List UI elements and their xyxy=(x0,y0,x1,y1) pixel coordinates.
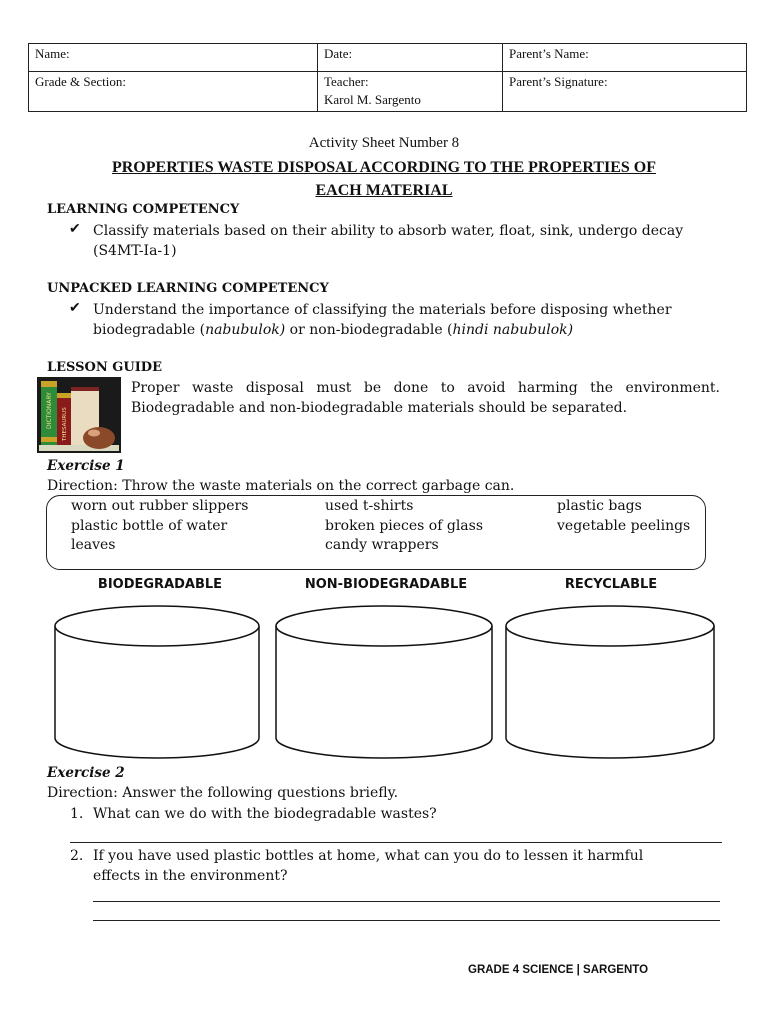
name-label: Name: xyxy=(35,46,70,61)
bin-label-non-biodegradable: NON-BIODEGRADABLE xyxy=(304,577,468,592)
student-info-table xyxy=(28,43,747,112)
non-biodegradable-bin[interactable] xyxy=(271,602,497,762)
bin-label-biodegradable: BIODEGRADABLE xyxy=(97,577,223,592)
recyclable-bin[interactable] xyxy=(501,602,721,762)
question1-number: 1. xyxy=(70,806,84,822)
parent-name-label: Parent’s Name: xyxy=(509,46,589,61)
page-footer: GRADE 4 SCIENCE | SARGENTO xyxy=(468,964,649,976)
teacher-label: Teacher: xyxy=(324,74,369,89)
biodegradable-bin[interactable] xyxy=(50,602,266,762)
date-label: Date: xyxy=(324,46,353,61)
grade-section-field[interactable] xyxy=(29,72,318,112)
checkmark-icon: ✔ xyxy=(69,300,81,316)
book-spine-text: DICTIONARY xyxy=(46,392,53,429)
question2-number: 2. xyxy=(70,848,84,864)
exercise1-direction: Direction: Throw the waste materials on the correct garbage can. xyxy=(47,478,515,494)
unpacked-competency-heading: UNPACKED LEARNING COMPETENCY xyxy=(47,281,329,296)
word-item[interactable]: broken pieces of glass xyxy=(325,518,484,534)
unpacked-line2: biodegradable (nabubulok) or non-biodegradable (hindi nabubulok) xyxy=(93,322,574,338)
lesson-guide-text: Proper waste disposal must be done to avoid harming the environment. Biodegradable and non-biodegradable materials should be separated. xyxy=(131,380,720,416)
grade-section-label: Grade & Section: xyxy=(35,74,126,89)
answer-line-q2[interactable] xyxy=(93,920,720,921)
answer-line-q2[interactable] xyxy=(93,901,720,902)
exercise1-heading: Exercise 1 xyxy=(47,458,125,474)
competency-line2: (S4MT-Ia-1) xyxy=(93,243,177,259)
teacher-name: Karol M. Sargento xyxy=(324,92,421,107)
name-field[interactable] xyxy=(29,44,318,72)
date-field[interactable] xyxy=(318,44,503,72)
word-item[interactable]: used t-shirts xyxy=(325,498,414,514)
word-item[interactable]: plastic bottle of water xyxy=(71,518,228,534)
parent-signature-label: Parent’s Signature: xyxy=(509,74,608,89)
sheet-title-line1: PROPERTIES WASTE DISPOSAL ACCORDING TO THE PROPERTIES OF xyxy=(111,159,657,176)
competency-line1: Classify materials based on their ability to absorb water, float, sink, undergo decay xyxy=(93,223,684,239)
parent-name-field[interactable] xyxy=(503,44,747,72)
word-item[interactable]: vegetable peelings xyxy=(557,518,691,534)
teacher-field xyxy=(318,72,503,112)
question2-line2: effects in the environment? xyxy=(93,868,288,884)
question2-line1: If you have used plastic bottles at home, what can you do to lessen it harmful xyxy=(93,848,644,864)
word-item[interactable]: leaves xyxy=(71,537,116,553)
bin-label-recyclable: RECYCLABLE xyxy=(564,577,658,592)
answer-line-q1[interactable] xyxy=(70,842,722,843)
unpacked-line1: Understand the importance of classifying the materials before disposing whether xyxy=(93,302,672,318)
sheet-title-line2: EACH MATERIAL xyxy=(315,182,453,199)
books-icon xyxy=(37,377,121,453)
activity-number: Activity Sheet Number 8 xyxy=(308,135,460,151)
exercise2-direction: Direction: Answer the following questions briefly. xyxy=(47,785,399,801)
book-spine-text: THESAURUS xyxy=(62,407,68,441)
word-item[interactable]: plastic bags xyxy=(557,498,642,514)
question1-text: What can we do with the biodegradable wastes? xyxy=(93,806,437,822)
exercise2-heading: Exercise 2 xyxy=(47,765,125,781)
learning-competency-heading: LEARNING COMPETENCY xyxy=(47,202,240,217)
parent-signature-field[interactable] xyxy=(503,72,747,112)
word-item[interactable]: worn out rubber slippers xyxy=(71,498,249,514)
lesson-guide-heading: LESSON GUIDE xyxy=(47,360,162,375)
word-item[interactable]: candy wrappers xyxy=(325,537,439,553)
checkmark-icon: ✔ xyxy=(69,221,81,237)
